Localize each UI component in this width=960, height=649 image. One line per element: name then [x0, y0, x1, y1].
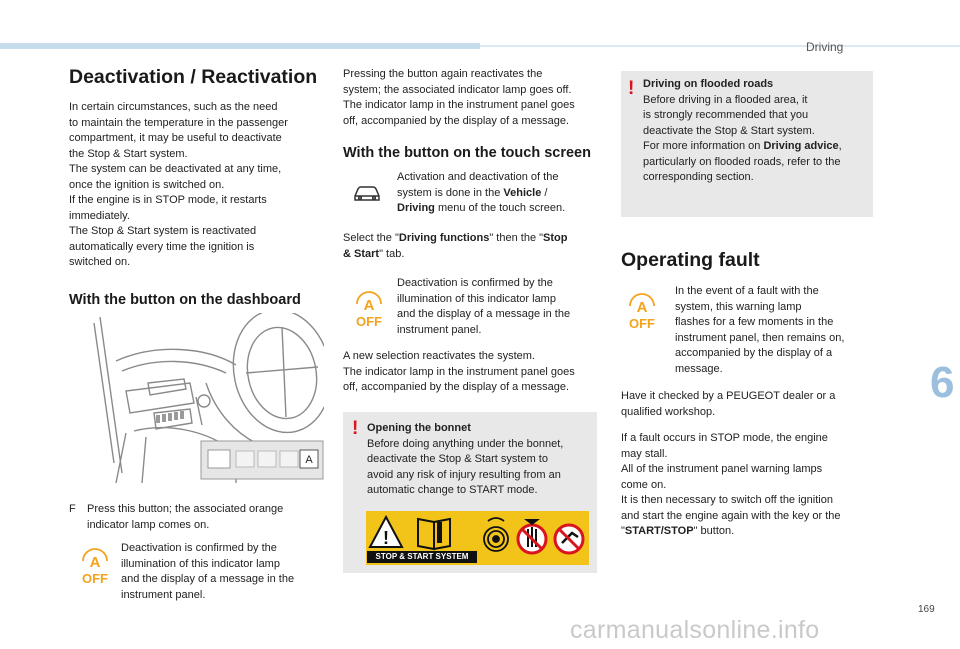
dealer-check-text: Have it checked by a PEUGEOT dealer or a qualified workshop.	[621, 390, 836, 418]
operating-fault-title: Operating fault	[621, 249, 760, 271]
header-rule	[480, 45, 960, 47]
svg-text:OFF: OFF	[356, 314, 382, 329]
stop-start-label-text: STOP & START SYSTEM	[367, 551, 477, 563]
fault-description-text: In the event of a fault with the system, this warning lamp flashes for a few moments in the instrument panel, then remains on, accompanied by the display of a message.	[675, 285, 845, 375]
select-tab-text: Select the "Driving functions" then the "Stop & Start" tab.	[343, 232, 568, 260]
warning-icon: !	[352, 418, 359, 439]
svg-text:A: A	[305, 454, 313, 466]
svg-text:OFF: OFF	[629, 316, 655, 331]
reactivate-paragraph: Pressing the button again reactivates the system; the associated indicator lamp goes off. The indicator lamp in the instrument panel goes off, accompanied by the display of a message.	[343, 68, 575, 127]
watermark: carmanualsonline.info	[570, 616, 820, 644]
header-accent-bar	[0, 43, 480, 49]
chapter-number: 6	[930, 358, 955, 407]
a-off-warning-lamp-icon	[622, 292, 662, 337]
touch-screen-text: Activation and deactivation of the system is done in the Vehicle / Driving menu of the touch screen.	[397, 171, 566, 214]
svg-text:A: A	[636, 299, 648, 316]
page-number: 169	[918, 604, 935, 615]
a-off-indicator-icon	[75, 547, 115, 592]
warning-icon: !	[628, 78, 635, 99]
flooded-roads-text: Driving on flooded roads Before driving in a flooded area, it is strongly recommended that you deactivate the Stop & Start system. For more information on Driving advice, particularly on flooded roads, refer to the corresponding section.	[643, 78, 842, 183]
bonnet-warning-text: Opening the bonnet Before doing anything under the bonnet, deactivate the Stop & Start system to avoid any risk of injury resulting from an automatic change to START mode.	[367, 422, 564, 496]
page-title: Deactivation / Reactivation	[69, 66, 318, 88]
svg-text:!: !	[383, 528, 389, 548]
svg-text:A: A	[363, 297, 375, 314]
press-button-instruction: Press this button; the associated orange indicator lamp comes on.	[87, 503, 284, 531]
svg-text:A: A	[89, 554, 101, 571]
new-selection-text: A new selection reactivates the system. The indicator lamp in the instrument panel goes off, accompanied by the display of a message.	[343, 350, 575, 393]
manual-book-icon	[418, 519, 450, 549]
touch-confirm-text: Deactivation is confirmed by the illumination of this indicator lamp and the display of a message in the instrument panel.	[397, 277, 571, 336]
fan-hazard-icon	[484, 518, 508, 551]
car-icon	[352, 184, 382, 209]
touch-screen-heading: With the button on the touch screen	[343, 145, 591, 161]
no-hand-icon	[518, 519, 546, 553]
dashboard-illustration	[86, 313, 324, 485]
dashboard-confirm-text: Deactivation is confirmed by the illumination of this indicator lamp and the display of a message in the instrument panel.	[121, 542, 295, 601]
intro-paragraph: In certain circumstances, such as the need to maintain the temperature in the passenger compartment, it may be useful to deactivate the Stop & Start system. The system can be deactivated at any time, once the ignition is switched on. If the engine is in STOP mode, it restarts immediately. The Stop & Start system is reactivated automatically every time the ignition is switched on.	[69, 101, 288, 268]
a-off-indicator-icon	[349, 290, 389, 335]
section-title: Driving	[806, 40, 844, 54]
no-touch-icon	[555, 525, 583, 553]
hazard-triangle-icon	[370, 517, 402, 548]
stop-start-warning-label	[366, 511, 589, 565]
bullet-marker: F	[69, 503, 76, 515]
stop-mode-fault-text: If a fault occurs in STOP mode, the engine may stall. All of the instrument panel warning lamps come on. It is then necessary to switch off the ignition and start the engine again with the key or the "START/STOP" button.	[621, 432, 841, 537]
svg-text:OFF: OFF	[82, 571, 108, 586]
dashboard-heading: With the button on the dashboard	[69, 292, 301, 308]
